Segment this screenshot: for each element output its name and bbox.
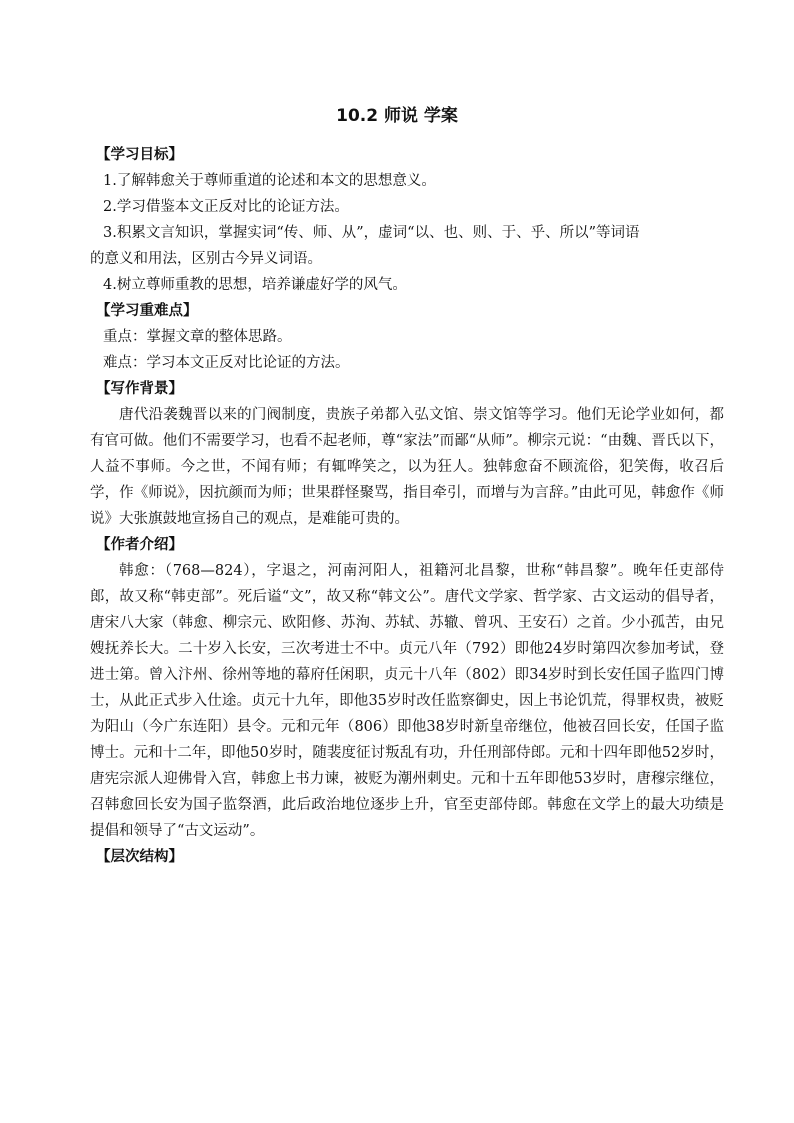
section-heading-goals: 【学习目标】 [96, 147, 183, 163]
page-title: 10.2 师说 学案 [336, 106, 458, 126]
goal-item-3: 3.积累文言知识，掌握实词“传、师、从”，虚词“以、也、则、于、乎、所以”等词语 [103, 225, 640, 241]
author-paragraph: 韩愈：（768—824），字退之，河南河阳人，祖籍河北昌黎，世称“韩昌黎”。晚年任吏部侍郎，故又称“韩吏部”。死后谥“文”，故又称“韩文公”。唐代文学家、哲学家、古文运动的倡导者，唐宋八大家（韩愈、柳宗元、欧阳修、苏洵、苏轼、苏辙、曾巩、王安石）之首。少小孤苦，由兄嫂抚养长大。二十岁入长安，三次考进士不中。贞元八年（792）即他24岁时第四次参加考试，登进士第。曾入汴州、徐州等地的幕府任闲职，贞元十八年（802）即34岁时到长安任国子监四门博士，从此正式步入仕途。贞元十九年，即他35岁时改任监察御史，因上书论饥荒，得罪权贵，被贬为阳山（今广东连阳）县令。元和元年（806）即他38岁时新皇帝继位，他被召回长安，任国子监博士。元和十二年，即他50岁时，随裴度征讨叛乱有功，升任刑部侍郎。元和十四年即他52岁时，唐宪宗派人迎佛骨入宫，韩愈上书力谏，被贬为潮州刺史。元和十五年即他53岁时，唐穆宗继位，召韩愈回长安为国子监祭酒，此后政治地位逐步上升，官至吏部侍郎。韩愈在文学上的最大功绩是提倡和领导了“古文运动”。 [90, 563, 724, 839]
section-heading-author: 【作者介绍】 [96, 537, 183, 553]
goal-item-1: 1.了解韩愈关于尊师重道的论述和本文的思想意义。 [103, 173, 436, 189]
goal-item-4: 4.树立尊师重教的思想，培养谦虚好学的风气。 [103, 277, 407, 293]
key-point-focus: 重点：掌握文章的整体思路。 [103, 329, 292, 345]
background-paragraph: 唐代沿袭魏晋以来的门阀制度，贵族子弟都入弘文馆、崇文馆等学习。他们无论学业如何，都有官可做。他们不需要学习，也看不起老师，尊“家法”而鄙“从师”。柳宗元说：“由魏、晋氏以下，人益不事师。今之世，不闻有师；有辄哗笑之，以为狂人。独韩愈奋不顾流俗，犯笑侮，收召后学，作《师说》，因抗颜而为师；世果群怪聚骂，指目牵引，而增与为言辞。”由此可见，韩愈作《师说》大张旗鼓地宣扬自己的观点，是难能可贵的。 [90, 407, 724, 527]
goal-item-2: 2.学习借鉴本文正反对比的论证方法。 [103, 199, 349, 215]
section-heading-background: 【写作背景】 [96, 381, 183, 397]
section-heading-structure: 【层次结构】 [96, 849, 183, 865]
goal-item-3-continued: 的意义和用法，区别古今异义词语。 [90, 251, 322, 267]
section-heading-key-points: 【学习重难点】 [96, 303, 198, 319]
document-body [90, 142, 724, 870]
key-point-difficulty: 难点：学习本文正反对比论证的方法。 [103, 355, 350, 371]
